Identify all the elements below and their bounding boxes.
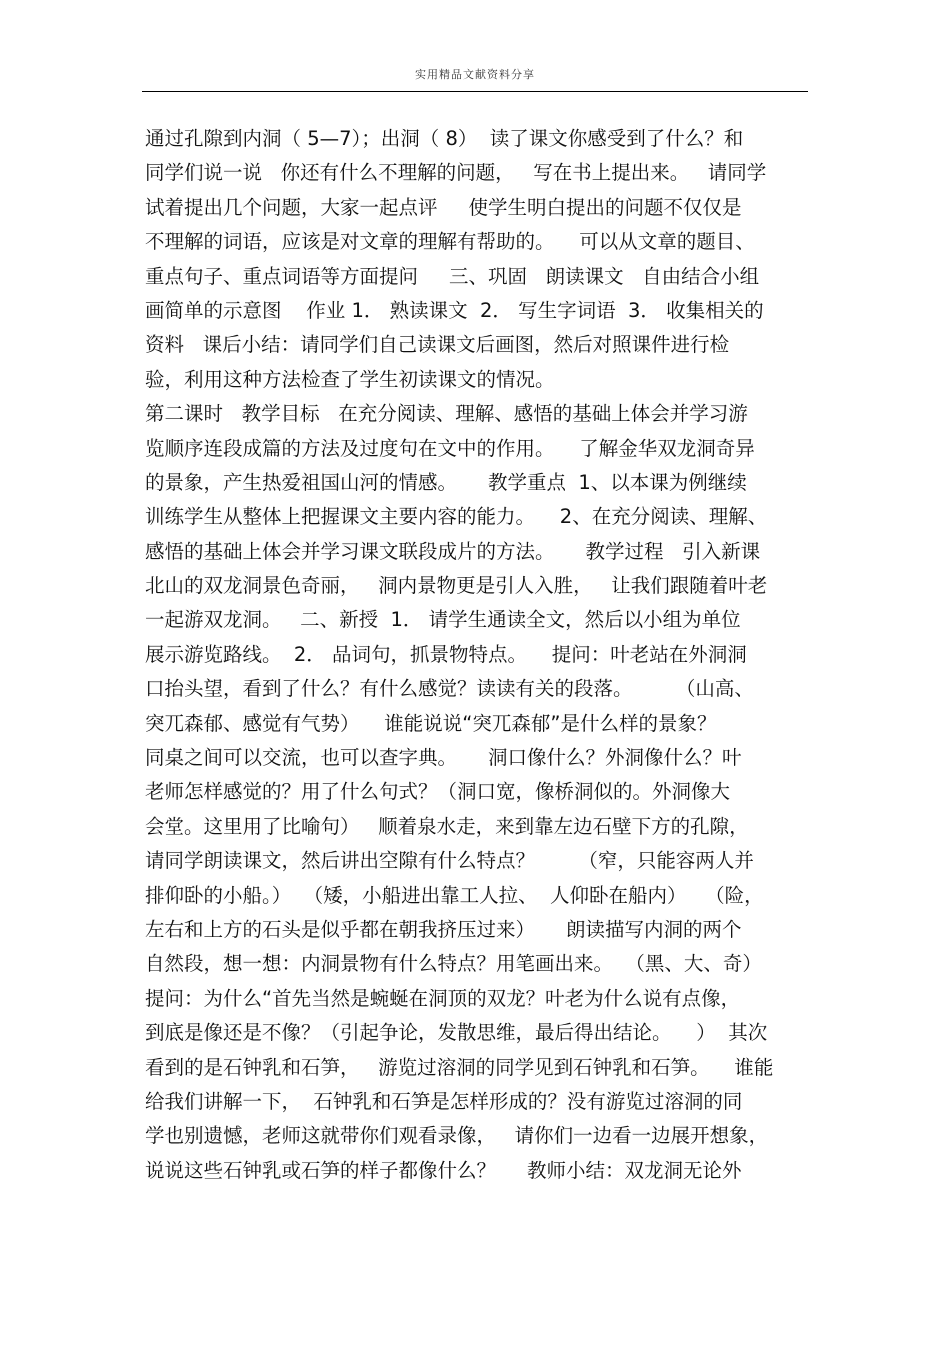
text-line: 排仰卧的小船。） （矮，小船进出靠工人拉、 人仰卧在船内） （险， [145,883,764,907]
text-line: 验，利用这种方法检查了学生初读课文的情况。 [145,367,555,391]
text-line: 口抬头望，看到了什么？有什么感觉？读读有关的段落。 （山高、 [145,677,754,701]
text-line: 到底是像还是不像？（引起争论，发散思维，最后得出结论。 ） 其次 [145,1021,768,1045]
text-line: 学也别遗憾，老师这就带你们观看录像， 请你们一边看一边展开想象， [145,1124,769,1148]
text-line: 老师怎样感觉的？用了什么句式？（洞口宽，像桥洞似的。外洞像大 [145,780,731,804]
text-line: 同学们说一说 你还有什么不理解的问题， 写在书上提出来。 请同学 [145,161,767,185]
text-line: 一起游双龙洞。 二、新授 1． 请学生通读全文，然后以小组为单位 [145,608,741,632]
text-line: 提问：为什么“首先当然是蜿蜒在洞顶的双龙？叶老为什么说有点像， [145,986,741,1010]
page-header: 实用精品文献资料分享 [415,68,535,81]
text-line: 感悟的基础上体会并学习课文联段成片的方法。 教学过程 引入新课 [145,539,761,563]
text-line: 自然段，想一想：内洞景物有什么特点？用笔画出来。 （黑、大、奇） [145,952,762,976]
text-line: 突兀森郁、感觉有气势） 谁能说说“突兀森郁”是什么样的景象？ [145,711,717,735]
text-line: 同桌之间可以交流，也可以查字典。 洞口像什么？外洞像什么？叶 [145,746,742,770]
text-line: 训练学生从整体上把握课文主要内容的能力。 2、在充分阅读、理解、 [145,505,768,529]
text-line: 画简单的示意图 作业 1． 熟读课文 2． 写生字词语 3． 收集相关的 [145,298,764,322]
text-line: 览顺序连段成篇的方法及过度句在文中的作用。 了解金华双龙洞奇异 [145,436,755,460]
text-line: 不理解的词语，应该是对文章的理解有帮助的。 可以从文章的题目、 [145,230,755,254]
text-line: 北山的双龙洞景色奇丽， 洞内景物更是引人入胜， 让我们跟随着叶老 [145,574,768,598]
text-line: 展示游览路线。 2． 品词句，抓景物特点。 提问：叶老站在外洞洞 [145,642,747,666]
text-line: 请同学朗读课文，然后讲出空隙有什么特点？ （窄，只能容两人并 [145,849,754,873]
text-line: 资料 课后小结：请同学们自己读课文后画图，然后对照课件进行检 [145,333,730,357]
text-line: 左右和上方的石头是似乎都在朝我挤压过来） 朗读描写内洞的两个 [145,917,742,941]
text-line: 通过孔隙到内洞（ 5—7）；出洞（ 8） 读了课文你感受到了什么？和 [145,127,744,150]
text-line: 会堂。这里用了比喻句） 顺着泉水走，来到靠左边石壁下方的孔隙， [145,814,749,838]
text-line: 试着提出几个问题，大家一起点评 使学生明白提出的问题不仅仅是 [145,195,742,219]
header-divider [142,91,808,92]
text-line: 说说这些石钟乳或石笋的样子都像什么？ 教师小结：双龙洞无论外 [145,1158,742,1182]
text-line: 给我们讲解一下， 石钟乳和石笋是怎样形成的？没有游览过溶洞的同 [145,1089,743,1113]
text-line: 看到的是石钟乳和石笋， 游览过溶洞的同学见到石钟乳和石笋。 谁能 [145,1055,774,1079]
text-line: 重点句子、重点词语等方面提问 三、巩固 朗读课文 自由结合小组 [145,264,760,288]
text-line: 第二课时 教学目标 在充分阅读、理解、感悟的基础上体会并学习游 [145,402,748,426]
text-line: 的景象，产生热爱祖国山河的情感。 教学重点 1、以本课为例继续 [145,470,747,494]
document-body [145,122,810,1188]
